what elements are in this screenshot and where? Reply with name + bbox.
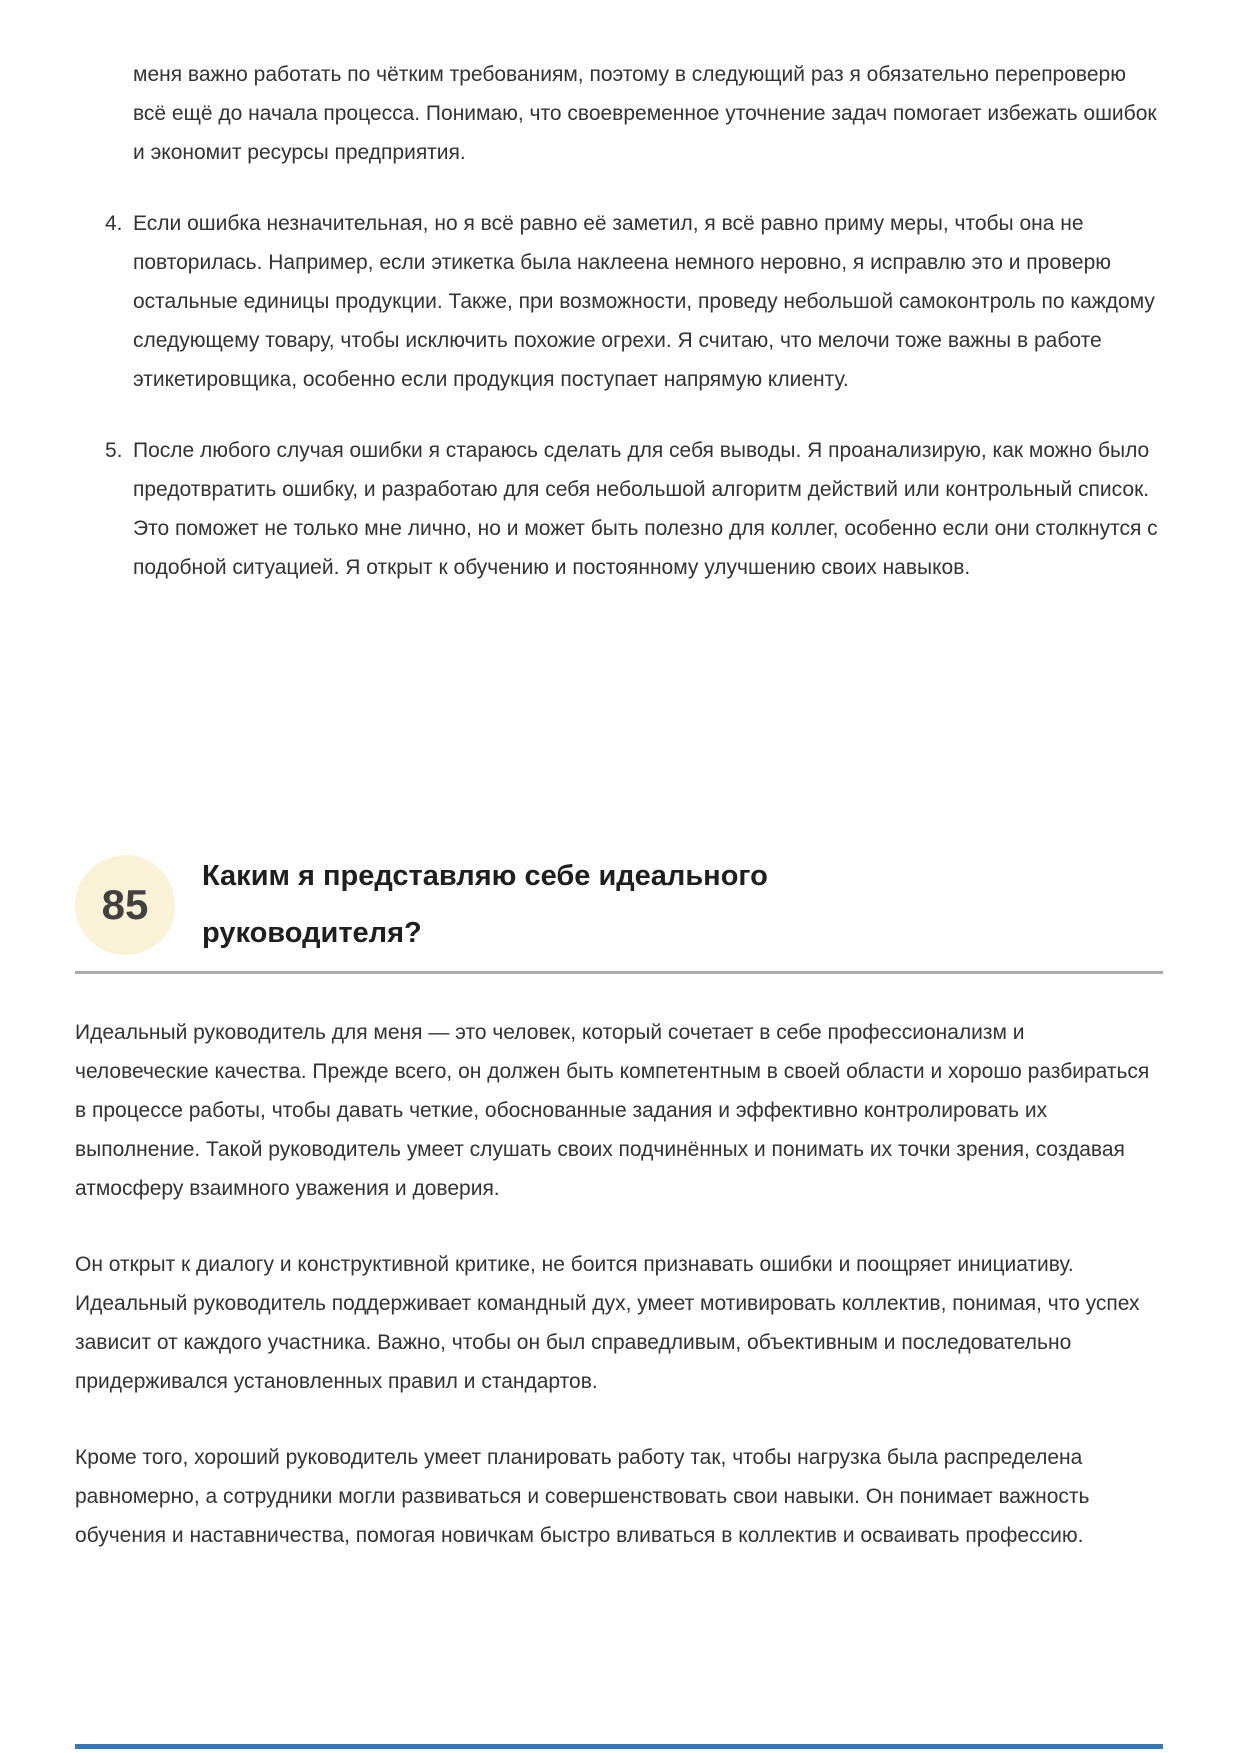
answer-paragraph-1: Идеальный руководитель для меня — это человек, который сочетает в себе профессионализм и человеческие качества. Прежде всего, он должен быть компетентным в своей области и хорошо разбираться в процессе работы, чтобы давать четкие, обоснованные задания и эффективно контролировать их выполнение. Такой руководитель умеет слушать своих подчинённых и понимать их точки зрения, создавая атмосферу взаимного уважения и доверия. <box>75 1021 1150 1200</box>
section-divider <box>75 971 1163 974</box>
answer-body <box>75 1013 1163 1592</box>
answer-paragraph-2: Он открыт к диалогу и конструктивной критике, не боится признавать ошибки и поощряет инициативу. Идеальный руководитель поддерживает командный дух, умеет мотивировать коллектив, понимая, что успех зависит от каждого участника. Важно, чтобы он был справедливым, объективным и последовательно придерживался установленных правил и стандартов. <box>75 1253 1140 1393</box>
list-item-5-text: После любого случая ошибки я стараюсь сделать для себя выводы. Я проанализирую, как можно было предотвратить ошибку, и разработаю для себя небольшой алгоритм действий или контрольный список. Это поможет не только мне лично, но и может быть полезно для коллег, особенно если они столкнутся с подобной ситуацией. Я открыт к обучению и постоянному улучшению своих навыков. <box>133 439 1158 579</box>
section-title-line-1: Каким я представляю себе идеального <box>202 860 768 892</box>
list-item-5 <box>105 431 1163 587</box>
question-number-badge <box>75 855 175 955</box>
numbered-list-block <box>75 55 1163 587</box>
question-number: 85 <box>101 881 149 928</box>
list-item-4 <box>105 204 1163 399</box>
list-item-4-number: 4. <box>105 212 123 235</box>
list-item-5-number: 5. <box>105 439 123 462</box>
list-item-3-continuation-text: меня важно работать по чётким требованиям, поэтому в следующий раз я обязательно перепроверю всё ещё до начала процесса. Понимаю, что своевременное уточнение задач помогает избежать ошибок и экономит ресурсы предприятия. <box>133 63 1157 164</box>
section-header <box>75 848 1163 962</box>
list-item-4-text: Если ошибка незначительная, но я всё равно её заметил, я всё равно приму меры, чтобы она не повторилась. Например, если этикетка была наклеена немного неровно, я исправлю это и проверю остальные единицы продукции. Также, при возможности, проведу небольшой самоконтроль по каждому следующему товару, чтобы исключить похожие огрехи. Я считаю, что мелочи тоже важны в работе этикетировщика, особенно если продукция поступает напрямую клиенту. <box>133 212 1155 391</box>
bottom-accent-line <box>75 1744 1163 1749</box>
answer-paragraph-3: Кроме того, хороший руководитель умеет планировать работу так, чтобы нагрузка была распределена равномерно, а сотрудники могли развиваться и совершенствовать свои навыки. Он понимает важность обучения и наставничества, помогая новичкам быстро вливаться в коллектив и осваивать профессию. <box>75 1446 1090 1547</box>
section-title-line-2: руководителя? <box>202 917 422 949</box>
section-title <box>202 848 768 962</box>
numbered-list <box>75 204 1163 587</box>
